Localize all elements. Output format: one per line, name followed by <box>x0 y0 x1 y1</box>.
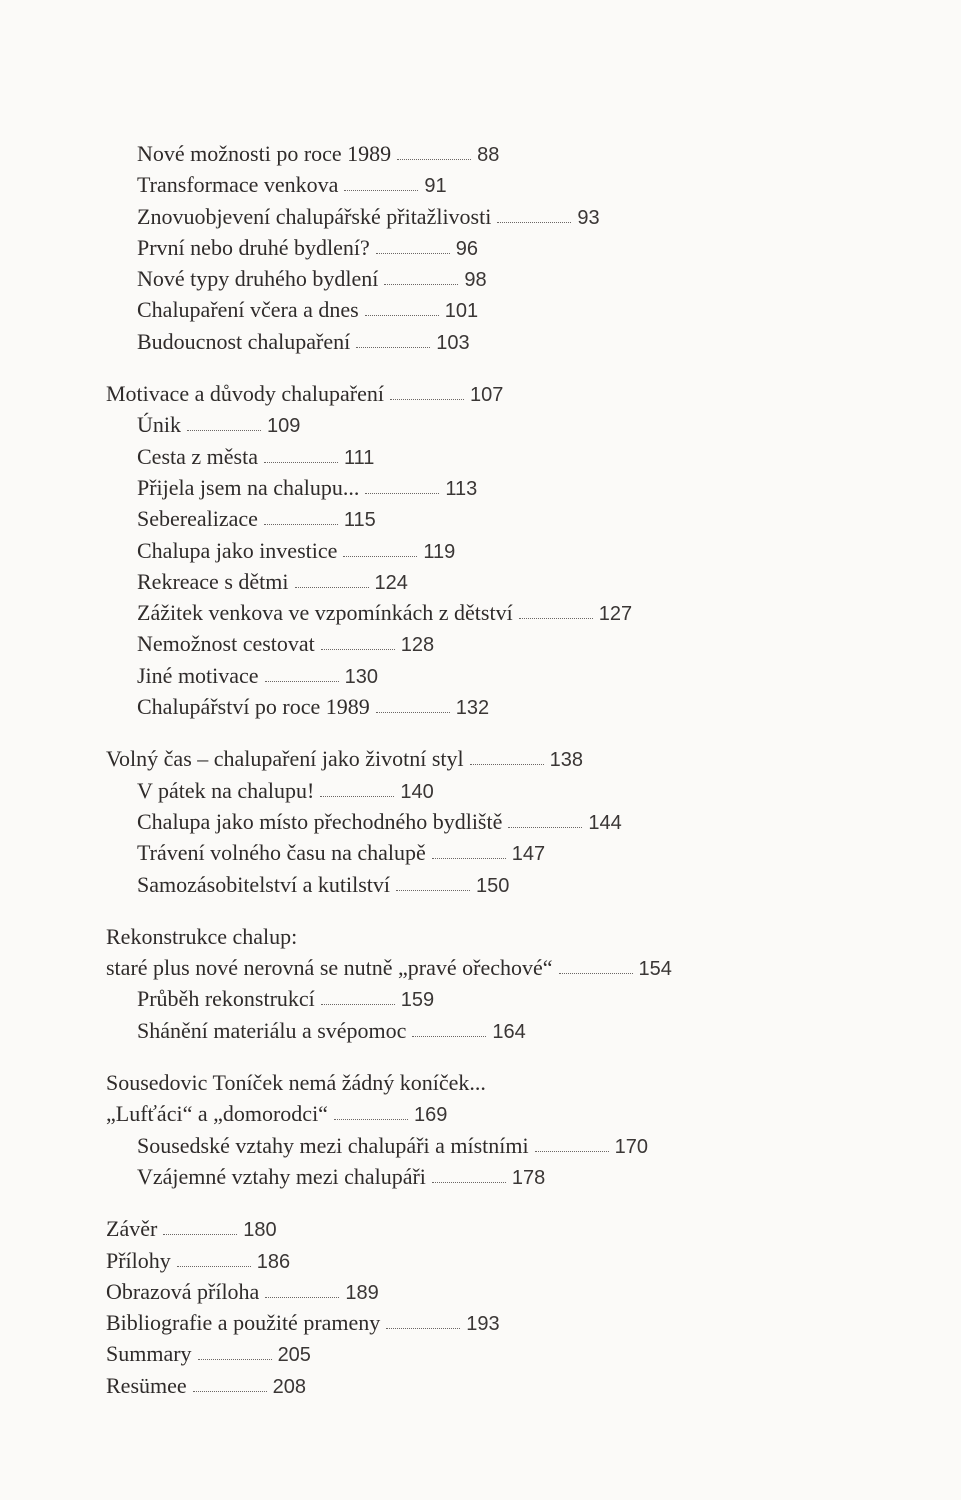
toc-entry-title: Chalupaření včera a dnes <box>137 297 359 323</box>
toc-entry-title: Obrazová příloha <box>106 1278 260 1304</box>
toc-chapter-entry <box>0 378 961 409</box>
dot-leader <box>376 704 450 713</box>
toc-chapter-entry <box>0 1370 961 1401</box>
toc-entry-title: Seberealizace <box>137 506 258 532</box>
toc-subchapter-entry <box>0 263 961 294</box>
toc-subchapter-entry <box>0 503 961 534</box>
toc-entry-title: Nemožnost cestovat <box>137 631 315 657</box>
toc-entry-title: Budoucnost chalupaření <box>137 328 351 354</box>
toc-chapter-entry <box>0 1338 961 1369</box>
toc-subchapter-entry <box>0 1161 961 1192</box>
dot-leader <box>163 1226 237 1235</box>
toc-entry-title: Motivace a důvody chalupaření <box>106 381 384 407</box>
toc-page-number: 208 <box>272 1375 307 1398</box>
section-gap <box>0 722 961 743</box>
toc-subchapter-entry <box>0 628 961 659</box>
toc-page-number: 124 <box>374 571 408 594</box>
toc-entry-title: První nebo druhé bydlení? <box>137 234 370 260</box>
toc-page-number: 193 <box>466 1313 500 1336</box>
toc-subchapter-entry <box>0 409 961 440</box>
dot-leader <box>559 965 633 974</box>
dot-leader <box>344 182 418 191</box>
toc-entry-title: Trávení volného času na chalupě <box>137 840 426 866</box>
dot-leader <box>295 579 369 588</box>
dot-leader <box>497 214 571 223</box>
dot-leader <box>356 339 430 348</box>
toc-entry-title: Zážitek venkova ve vzpomínkách z dětství <box>137 600 513 626</box>
dot-leader <box>321 641 395 650</box>
toc-page-number: 189 <box>345 1281 379 1304</box>
toc-page-number: 140 <box>400 780 434 803</box>
toc-page-number: 113 <box>445 477 478 500</box>
toc-subchapter-entry <box>0 1015 961 1046</box>
toc-page-number: 159 <box>400 989 435 1012</box>
table-of-contents <box>0 138 961 1401</box>
toc-page-number: 205 <box>277 1344 311 1367</box>
section-gap <box>0 1192 961 1213</box>
toc-subchapter-entry <box>0 691 961 722</box>
toc-entry-title: Shánění materiálu a svépomoc <box>137 1017 407 1043</box>
toc-page-number: 130 <box>344 665 378 688</box>
dot-leader <box>265 1289 339 1298</box>
toc-entry-title: Únik <box>137 412 181 438</box>
toc-entry-title: Volný čas – chalupaření jako životní styl <box>106 746 464 772</box>
dot-leader <box>321 996 395 1005</box>
toc-chapter-entry <box>0 921 961 952</box>
dot-leader <box>198 1351 272 1360</box>
toc-page-number: 164 <box>492 1020 526 1043</box>
toc-chapter-entry <box>0 743 961 774</box>
dot-leader <box>264 454 338 463</box>
toc-subchapter-entry <box>0 441 961 472</box>
dot-leader <box>535 1143 609 1152</box>
toc-chapter-entry <box>0 1276 961 1307</box>
toc-entry-title: Cesta z města <box>137 443 258 469</box>
toc-page-number: 93 <box>577 206 600 229</box>
toc-subchapter-entry <box>0 775 961 806</box>
dot-leader <box>432 850 506 859</box>
toc-entry-title: Chalupa jako investice <box>137 537 338 563</box>
toc-section <box>0 1213 961 1401</box>
toc-entry-title: Resümee <box>106 1372 187 1398</box>
toc-subchapter-entry <box>0 1130 961 1161</box>
toc-entry-title: Vzájemné vztahy mezi chalupáři <box>137 1163 426 1189</box>
toc-chapter-entry <box>0 1245 961 1276</box>
toc-entry-title: Summary <box>106 1341 192 1367</box>
toc-page-number: 101 <box>444 300 479 323</box>
toc-chapter-entry <box>0 1213 961 1244</box>
toc-page-number: 132 <box>455 697 490 720</box>
dot-leader <box>365 307 439 316</box>
dot-leader <box>508 819 582 828</box>
toc-entry-title: Chalupa jako místo přechodného bydliště <box>137 808 503 834</box>
toc-section <box>0 1067 961 1192</box>
dot-leader <box>470 756 544 765</box>
toc-entry-title: Sousedovic Toníček nemá žádný koníček... <box>106 1070 486 1096</box>
toc-page-number: 186 <box>256 1250 291 1273</box>
toc-subchapter-entry <box>0 597 961 628</box>
toc-subchapter-entry <box>0 169 961 200</box>
dot-leader <box>412 1028 486 1037</box>
section-gap <box>0 357 961 378</box>
toc-entry-title: Přílohy <box>106 1247 171 1273</box>
toc-section <box>0 921 961 1046</box>
toc-subchapter-entry <box>0 566 961 597</box>
toc-page-number: 91 <box>424 175 447 198</box>
dot-leader <box>187 422 261 431</box>
toc-subchapter-entry <box>0 326 961 357</box>
toc-entry-title: Bibliografie a použité prameny <box>106 1310 381 1336</box>
toc-page-number: 96 <box>455 237 479 260</box>
toc-page-number: 128 <box>400 634 435 657</box>
toc-subchapter-entry <box>0 869 961 900</box>
dot-leader <box>390 391 464 400</box>
toc-subchapter-entry <box>0 294 961 325</box>
dot-leader <box>386 1320 460 1329</box>
toc-page-number: 111 <box>343 446 375 469</box>
toc-page-number: 138 <box>549 749 584 772</box>
toc-entry-title: Jiné motivace <box>137 662 259 688</box>
section-gap <box>0 1046 961 1067</box>
toc-subchapter-entry <box>0 660 961 691</box>
dot-leader <box>396 882 470 891</box>
toc-section <box>0 743 961 899</box>
dot-leader <box>320 788 394 797</box>
toc-subchapter-entry <box>0 138 961 169</box>
toc-page-number: 154 <box>638 958 672 981</box>
toc-page-number: 109 <box>267 415 301 438</box>
toc-subchapter-entry <box>0 535 961 566</box>
toc-chapter-entry <box>0 1307 961 1338</box>
dot-leader <box>265 673 339 682</box>
dot-leader <box>193 1383 267 1392</box>
dot-leader <box>264 516 338 525</box>
toc-page-number: 180 <box>243 1219 277 1242</box>
dot-leader <box>432 1174 506 1183</box>
toc-entry-title: Průběh rekonstrukcí <box>137 986 315 1012</box>
toc-subchapter-entry <box>0 232 961 263</box>
section-gap <box>0 900 961 921</box>
toc-page-number: 178 <box>511 1166 546 1189</box>
toc-entry-title: Transformace venkova <box>137 172 339 198</box>
toc-entry-title: Chalupářství po roce 1989 <box>137 694 370 720</box>
toc-page-number: 150 <box>475 874 510 897</box>
dot-leader <box>334 1111 408 1120</box>
toc-section <box>0 138 961 357</box>
toc-subchapter-entry <box>0 837 961 868</box>
toc-page-number: 88 <box>477 144 500 166</box>
toc-page-number: 115 <box>343 509 376 532</box>
dot-leader <box>397 151 471 160</box>
toc-entry-title: Přijela jsem na chalupu... <box>137 474 360 500</box>
dot-leader <box>384 276 458 285</box>
toc-subchapter-entry <box>0 201 961 232</box>
toc-section <box>0 378 961 722</box>
toc-page-number: 147 <box>511 843 546 866</box>
toc-chapter-entry <box>0 1067 961 1098</box>
toc-entry-title: staré plus nové nerovná se nutně „pravé ořechové“ <box>106 955 553 981</box>
toc-entry-title: Rekreace s dětmi <box>137 568 289 594</box>
toc-chapter-entry <box>0 952 961 983</box>
toc-page-number: 98 <box>464 269 487 292</box>
dot-leader <box>519 610 593 619</box>
toc-subchapter-entry <box>0 806 961 837</box>
toc-entry-title: Sousedské vztahy mezi chalupáři a místními <box>137 1132 529 1158</box>
toc-entry-title: „Lufťáci“ a „domorodci“ <box>106 1101 328 1127</box>
toc-entry-title: Nové možnosti po roce 1989 <box>137 141 392 166</box>
toc-subchapter-entry <box>0 472 961 503</box>
toc-page-number: 144 <box>588 811 622 834</box>
toc-page-number: 170 <box>614 1135 649 1158</box>
toc-page-number: 107 <box>469 384 504 407</box>
toc-page-number: 127 <box>598 603 633 626</box>
toc-entry-title: Nové typy druhého bydlení <box>137 266 379 292</box>
toc-subchapter-entry <box>0 983 961 1014</box>
toc-page-number: 103 <box>436 331 470 354</box>
toc-chapter-entry <box>0 1098 961 1129</box>
toc-entry-title: Znovuobjevení chalupářské přitažlivosti <box>137 203 492 229</box>
dot-leader <box>376 245 450 254</box>
dot-leader <box>365 485 439 494</box>
dot-leader <box>177 1258 251 1267</box>
toc-entry-title: Rekonstrukce chalup: <box>106 923 298 949</box>
toc-entry-title: V pátek na chalupu! <box>137 777 315 803</box>
toc-entry-title: Samozásobitelství a kutilství <box>137 871 390 897</box>
toc-page-number: 169 <box>413 1104 448 1127</box>
toc-page-number: 119 <box>423 540 456 563</box>
toc-entry-title: Závěr <box>106 1216 158 1242</box>
dot-leader <box>343 548 417 557</box>
